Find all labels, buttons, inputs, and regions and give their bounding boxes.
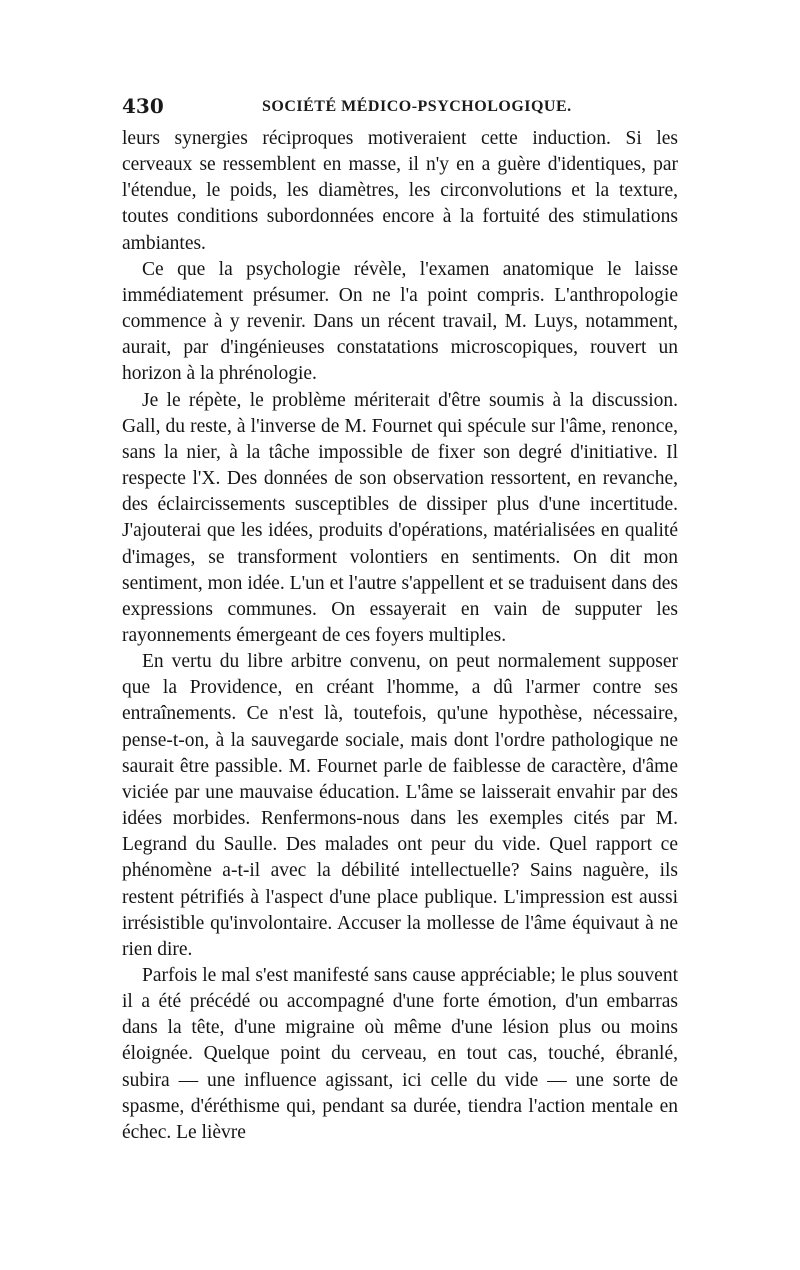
paragraph: Je le répète, le problème mériterait d'être soumis à la discussion. Gall, du reste, à l'inverse de M. Fournet qui spécule sur l'âme, renonce, sans la nier, à la tâche impossible de fixer son degré d'initiative. Il respecte l'X. Des données de son observation ressortent, en revanche, des éclaircissements susceptibles de dissiper plus d'une incertitude. J'ajouterai que les idées, produits d'opérations, matérialisées en qualité d'images, se transforment volontiers en sentiments. On dit mon sentiment, mon idée. L'un et l'autre s'appellent et se traduisent dans des expressions communes. On essayerait en vain de supputer les rayonnements émergeant de ces foyers multiples. <box>122 389 678 646</box>
paragraph: Parfois le mal s'est manifesté sans cause appréciable; le plus souvent il a été précédé ou accompagné d'une forte émotion, d'un embarras dans la tête, d'une migraine où même d'une lésion plus ou moins éloignée. Quelque point du cerveau, en tout cas, touché, ébranlé, subira — une influence agissant, ici celle du vide — une sorte de spasme, d'éréthisme qui, pendant sa durée, tiendra l'action mentale en échec. Le lièvre <box>122 965 678 1143</box>
page-number: 430 <box>122 94 164 118</box>
body-text <box>122 126 678 1146</box>
paragraph: Ce que la psychologie révèle, l'examen anatomique le laisse immédiatement présumer. On ne l'a point compris. L'anthropologie commence à y revenir. Dans un récent travail, M. Luys, notamment, aurait, par d'ingénieuses constatations microscopiques, rouvert un horizon à la phrénologie. <box>122 258 678 385</box>
paragraph: leurs synergies réciproques motiveraient cette induction. Si les cerveaux se ressemblent en masse, il n'y en a guère d'identiques, par l'étendue, le poids, les diamètres, les circonvolutions et la texture, toutes conditions subordonnées encore à la fortuité des stimulations ambiantes. <box>122 128 678 254</box>
running-head <box>122 94 682 120</box>
paragraph: En vertu du libre arbitre convenu, on peut normalement supposer que la Providence, en créant l'homme, a dû l'armer contre ses entraînements. Ce n'est là, toutefois, qu'une hypothèse, nécessaire, pense-t-on, à la sauvegarde sociale, mais dont l'ordre pathologique ne saurait être passible. M. Fournet parle de faiblesse de caractère, d'âme viciée par une mauvaise éducation. L'âme se laisserait envahir par des idées morbides. Renfermons-nous dans les exemples cités par M. Legrand du Saulle. Des malades ont peur du vide. Quel rapport ce phénomène a-t-il avec la débilité intellectuelle? Sains naguère, ils restent pétrifiés à l'aspect d'une place publique. L'impression est aussi irrésistible qu'involontaire. Accuser la mollesse de l'âme équivaut à ne rien dire. <box>122 651 678 960</box>
running-title: SOCIÉTÉ MÉDICO-PSYCHOLOGIQUE. <box>262 98 572 115</box>
